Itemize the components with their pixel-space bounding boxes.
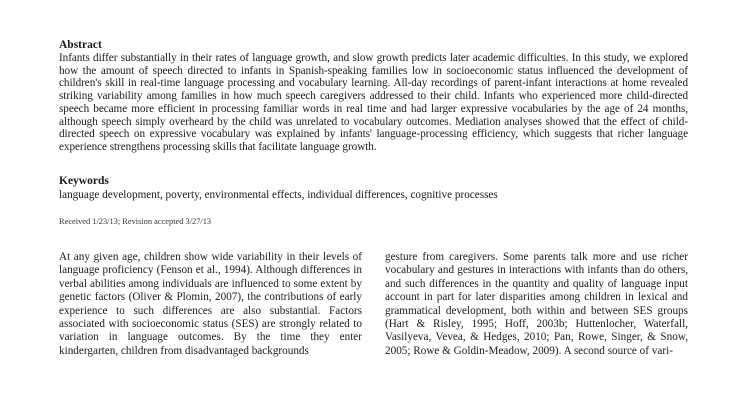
right-column-text: gesture from caregivers. Some parents talk more and use richer vocabulary and gestures in interactions with infants than do others, and such differences in the quantity and quality of language input account in part for later disparities among children in lexical and grammatical development, both within and between SES groups (Hart & Risley, 1995; Hoff, 2003b; Huttenlocher, Waterfall, Vasilyeva, Vevea, & Hedges, 2010; Pan, Rowe, Singer, & Snow, 2005; Rowe & Goldin-Meadow, 2009). A second source of vari- — [385, 251, 688, 357]
keywords-text: language development, poverty, environmental effects, individual differences, cognitive processes — [59, 188, 498, 201]
abstract-section — [59, 38, 688, 154]
received-date-line: Received 1/23/13; Revision accepted 3/27/13 — [59, 216, 212, 226]
body-columns — [59, 251, 688, 358]
body-left-column — [59, 251, 362, 358]
left-column-text: At any given age, children show wide variability in their levels of language proficiency (Fenson et al., 1994). Although differences in verbal abilities among individuals are influenced to some extent by genetic factors (Oliver & Plomin, 2007), the contributions of early experience to such differences are also substantial. Factors associated with socioeconomic status (SES) are strongly related to variation in language outcomes. By the time they enter kindergarten, children from disadvantaged backgrounds — [59, 251, 362, 357]
abstract-heading: Abstract — [59, 39, 102, 51]
keywords-heading: Keywords — [59, 174, 109, 187]
keywords-section — [59, 174, 688, 202]
abstract-text: Infants differ substantially in their rates of language growth, and slow growth predicts later academic difficulties. In this study, we explored how the amount of speech directed to infants in Spanish-speaking families low in socioeconomic status influenced the development of children's skill in real-time language processing and vocabulary learning. All-day recordings of parent-infant interactions at home revealed striking variability among families in how much speech caregivers addressed to their child. Infants who experienced more child-directed speech became more efficient in processing familiar words in real time and had larger expressive vocabularies by the age of 24 months, although speech simply overheard by the child was unrelated to vocabulary outcomes. Mediation analyses showed that the effect of child-directed speech on expressive vocabulary was explained by infants' language-processing efficiency, which suggests that richer language experience strengthens processing skills that facilitate language growth. — [59, 52, 688, 153]
body-right-column — [385, 251, 688, 358]
article-page — [59, 38, 688, 227]
